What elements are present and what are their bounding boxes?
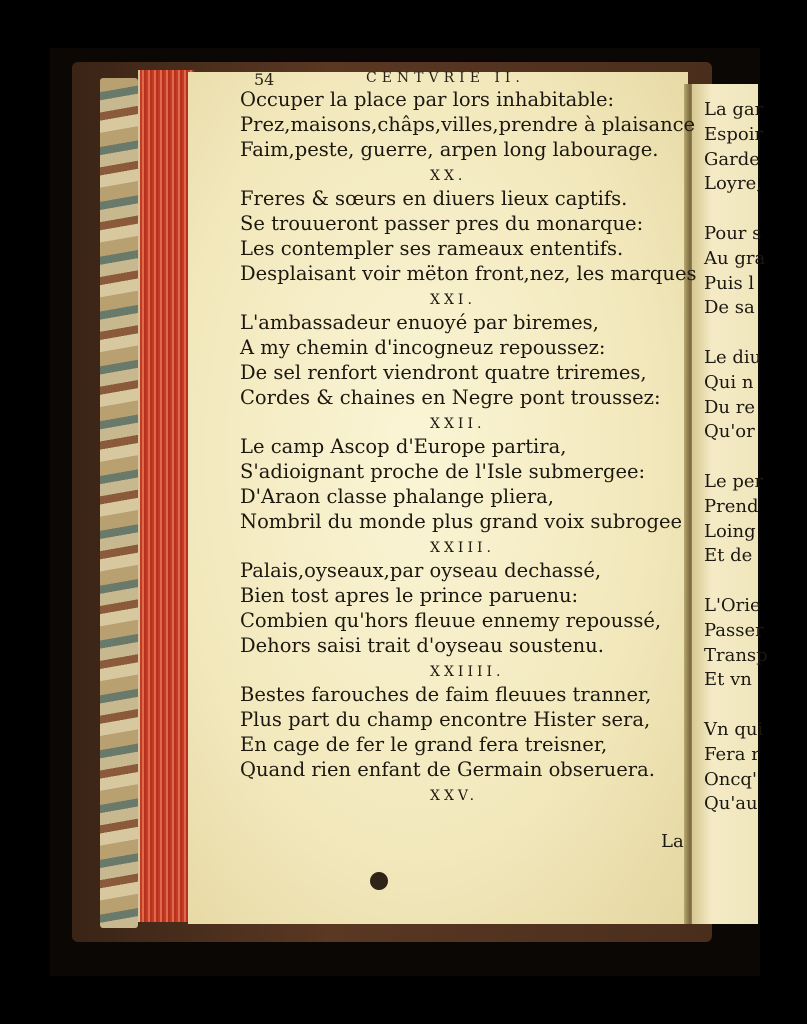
verse-line: Les contempler ses rameaux ententifs. xyxy=(240,236,624,260)
page-number: 54 xyxy=(254,70,275,89)
right-page-fragment: Du re xyxy=(704,396,756,418)
verse-line: Cordes & chaines en Negre pont troussez: xyxy=(240,385,661,409)
right-page-fragment xyxy=(704,197,768,222)
verse-line: L'ambassadeur enuoyé par biremes, xyxy=(240,311,599,335)
running-title: CENTVRIE II. xyxy=(366,70,525,86)
verse-line: Faim,peste, guerre, arpen long labourage. xyxy=(240,137,659,161)
right-page-fragment: Au gra xyxy=(704,247,766,269)
right-page-fragment xyxy=(704,693,768,718)
right-page-fragment: L'Orie xyxy=(704,594,761,616)
right-page-fragment: Transp xyxy=(704,644,768,666)
verse-line: Prez,maisons,châps,villes,prendre à plaisance xyxy=(240,112,696,136)
verse-line: Le camp Ascop d'Europe partira, xyxy=(240,435,567,459)
verse-line: En cage de fer le grand fera treisner, xyxy=(240,732,608,756)
right-page-fragment: Pour s xyxy=(704,222,762,244)
verse-line: Nombril du monde plus grand voix subrogee xyxy=(240,509,683,533)
verse-line: Quand rien enfant de Germain obseruera. xyxy=(240,757,655,781)
right-page-fragment: La gar xyxy=(704,99,764,120)
verse-line: Desplaisant voir mëton front,nez, les marques xyxy=(240,261,697,285)
right-page-fragment xyxy=(704,569,768,594)
verse-line: S'adioignant proche de l'Isle submergee: xyxy=(240,459,646,483)
right-page-fragment: Et vn xyxy=(704,669,752,691)
verse-line: Freres & sœurs en diuers lieux captifs. xyxy=(240,187,628,211)
right-page-fragment: Vn qui xyxy=(704,718,764,740)
quatrain-text xyxy=(240,88,700,807)
right-page-fragment: Espoir xyxy=(704,123,764,145)
right-page-fragment xyxy=(704,321,768,346)
right-page-fragment: Garde xyxy=(704,148,760,170)
right-page-fragment: Oncq' xyxy=(704,768,757,790)
ink-stain xyxy=(370,872,388,890)
verse-line: Se trouueront passer pres du monarque: xyxy=(240,211,644,235)
quatrain-number: XXII. xyxy=(430,416,486,433)
quatrain-number: XXIIII. xyxy=(430,664,505,681)
right-page-fragment: De sa xyxy=(704,297,755,319)
catchword: La xyxy=(661,831,684,852)
verse-line: A my chemin d'incogneuz repoussez: xyxy=(240,335,606,359)
verse-line: Dehors saisi trait d'oyseau soustenu. xyxy=(240,633,604,657)
red-page-edges xyxy=(138,70,194,922)
verse-line: Palais,oyseaux,par oyseau dechassé, xyxy=(240,559,602,583)
marbled-endpaper xyxy=(100,78,138,928)
right-page-fragment: Qu'or xyxy=(704,421,755,443)
right-page-fragment: Prend xyxy=(704,495,759,517)
verse-line: Plus part du champ encontre Hister sera, xyxy=(240,707,651,731)
verse-line: De sel renfort viendront quatre triremes, xyxy=(240,360,647,384)
verse-line: D'Araon classe phalange pliera, xyxy=(240,484,555,508)
quatrain-number: XXV. xyxy=(430,788,479,805)
right-page-fragment: Passer xyxy=(704,619,764,641)
right-page-fragment: Qui n xyxy=(704,371,754,393)
quatrain-number: XX. xyxy=(430,168,467,185)
verse-line: Combien qu'hors fleuue ennemy repoussé, xyxy=(240,608,662,632)
right-page-fragment: Puis l xyxy=(704,272,755,294)
right-page-fragment: Qu'au xyxy=(704,793,758,815)
right-page-fragment: Loing xyxy=(704,520,756,542)
right-page-fragment: Le per xyxy=(704,470,764,492)
right-page-fragment: Fera r xyxy=(704,743,760,765)
right-page-fragment: Le diu xyxy=(704,346,762,368)
right-page-text xyxy=(704,98,768,817)
right-page-fragment: Et de xyxy=(704,545,753,567)
verse-line: Occuper la place par lors inhabitable: xyxy=(240,88,615,111)
verse-line: Bestes farouches de faim fleuues tranner, xyxy=(240,683,652,707)
quatrain-number: XXI. xyxy=(430,292,476,309)
verse-line: Bien tost apres le prince paruenu: xyxy=(240,583,579,607)
right-page-fragment: Loyre, xyxy=(704,173,762,195)
quatrain-number: XXIII. xyxy=(430,540,495,557)
right-page-fragment xyxy=(704,445,768,470)
